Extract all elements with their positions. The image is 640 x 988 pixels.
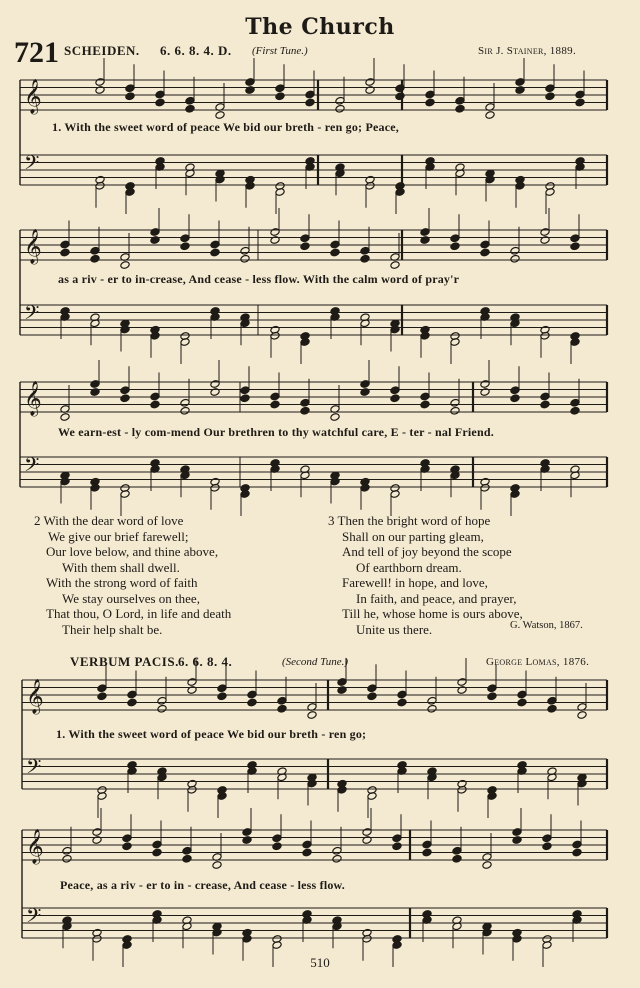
stanza-3-line-5: Farewell! in hope, and love, [342, 575, 488, 590]
treble-clef-icon: 𝄞 [24, 79, 42, 114]
note-head [337, 686, 347, 695]
note-head [155, 98, 165, 107]
note-head [577, 711, 587, 720]
note-head [277, 704, 287, 713]
note-head [360, 388, 370, 397]
note-head [275, 92, 285, 101]
note-head [420, 400, 430, 409]
hymn-number: 721 [14, 36, 59, 69]
stanza-3-number: 3 [328, 513, 335, 528]
note-head [540, 236, 550, 245]
second-tune-lyric-line-1: 1. With the sweet word of peace We bid our breth - ren go; [56, 727, 367, 741]
treble-clef-icon: 𝄞 [24, 229, 42, 264]
note-head [575, 98, 585, 107]
note-head [457, 686, 467, 695]
note-head [487, 692, 497, 701]
note-head [92, 836, 102, 845]
note-head [90, 254, 100, 263]
note-head [515, 86, 525, 95]
note-head [60, 413, 70, 422]
first-tune-name: SCHEIDEN. [64, 43, 140, 58]
second-tune-label: (Second Tune.) [282, 656, 348, 668]
note-head [390, 394, 400, 403]
first-tune-composer: Sir J. Stainer, 1889. [478, 45, 577, 57]
stanza-3 [328, 513, 523, 637]
bass-clef-icon: 𝄢 [24, 301, 40, 329]
note-head [330, 248, 340, 257]
note-head [180, 406, 190, 415]
note-head [127, 698, 137, 707]
note-head [332, 854, 342, 863]
note-head [547, 704, 557, 713]
note-head [517, 698, 527, 707]
note-head [452, 854, 462, 863]
stanza-3-line-2: Shall on our parting gleam, [342, 528, 484, 544]
stanza-2-number: 2 [34, 513, 41, 528]
note-head [572, 848, 582, 857]
note-head [120, 394, 130, 403]
note-head [362, 836, 372, 845]
bass-clef-icon: 𝄢 [24, 151, 40, 179]
stanza-2 [34, 513, 231, 637]
bass-clef-icon: 𝄢 [26, 904, 42, 932]
note-head [360, 254, 370, 263]
note-head [542, 842, 552, 851]
note-head [480, 248, 490, 257]
note-head [125, 92, 135, 101]
note-head [420, 236, 430, 245]
stanza-2-line-8: Their help shalt be. [62, 621, 163, 637]
note-head [365, 86, 375, 95]
note-head [510, 254, 520, 263]
note-head [182, 854, 192, 863]
note-head [95, 86, 105, 95]
note-head [482, 861, 492, 870]
note-head [450, 406, 460, 415]
note-head [187, 686, 197, 695]
note-head [485, 111, 495, 120]
note-head [540, 400, 550, 409]
stanza-2-line-7: That thou, O Lord, in life and death [46, 606, 232, 621]
second-tune-lyric-line-2: Peace, as a riv - er to in - crease, And cease - less flow. [60, 878, 345, 892]
note-head [60, 248, 70, 257]
note-head [217, 692, 227, 701]
note-head [157, 704, 167, 713]
stanza-2-line-1: With the dear word of love [43, 513, 184, 528]
note-head [395, 92, 405, 101]
stanza-3-line-4: Of earthborn dream. [356, 559, 462, 575]
note-head [240, 394, 250, 403]
treble-clef-icon: 𝄞 [26, 829, 44, 864]
second-tune-composer: George Lomas, 1876. [486, 656, 590, 668]
stanza-2-line-5: With the strong word of faith [46, 575, 198, 590]
note-head [152, 848, 162, 857]
note-head [300, 406, 310, 415]
note-head [510, 394, 520, 403]
note-head [335, 104, 345, 113]
note-head [570, 406, 580, 415]
first-tune-meter: 6. 6. 8. 4. D. [160, 43, 232, 58]
note-head [245, 86, 255, 95]
note-head [210, 248, 220, 257]
lyric-line-3: We earn-est - ly com-mend Our brethren to thy watchful care, E - ter - nal Friend. [58, 425, 494, 439]
words-credit: G. Watson, 1867. [510, 620, 583, 631]
stanza-3-line-8: Unite us there. [356, 621, 433, 637]
stanza-3-line-1: Then the bright word of hope [337, 513, 491, 528]
note-head [215, 111, 225, 120]
lyric-line-1: 1. With the sweet word of peace We bid our breth - ren go; Peace, [52, 120, 399, 134]
note-head [367, 692, 377, 701]
page-title: The Church [245, 14, 395, 40]
stanza-3-line-3: And tell of joy beyond the scope [342, 544, 512, 559]
treble-clef-icon: 𝄞 [26, 679, 44, 714]
stanza-2-line-3: Our love below, and thine above, [46, 544, 219, 559]
note-head [240, 254, 250, 263]
note-head [270, 236, 280, 245]
note-head [150, 400, 160, 409]
note-head [512, 836, 522, 845]
note-head [392, 842, 402, 851]
note-head [425, 98, 435, 107]
note-head [150, 236, 160, 245]
stanza-2-line-6: We stay ourselves on thee, [62, 590, 200, 606]
note-head [545, 92, 555, 101]
note-head [330, 413, 340, 422]
stanza-3-line-7: Till he, whose home is ours above, [342, 606, 523, 621]
note-head [427, 704, 437, 713]
stanza-2-line-2: We give our brief farewell; [48, 528, 189, 544]
bass-clef-icon: 𝄢 [26, 755, 42, 783]
note-head [270, 400, 280, 409]
treble-clef-icon: 𝄞 [24, 381, 42, 416]
page-number: 510 [310, 955, 330, 970]
stanza-3-line-6: In faith, and peace, and prayer, [356, 590, 517, 606]
stanza-2-line-4: With them shall dwell. [62, 559, 180, 575]
note-head [397, 698, 407, 707]
note-head [120, 261, 130, 270]
note-head [450, 242, 460, 251]
note-head [302, 848, 312, 857]
note-head [247, 698, 257, 707]
note-head [307, 711, 317, 720]
note-head [210, 388, 220, 397]
note-head [62, 854, 72, 863]
note-head [272, 842, 282, 851]
note-head [305, 98, 315, 107]
note-head [300, 242, 310, 251]
note-head [212, 861, 222, 870]
note-head [242, 836, 252, 845]
note-head [122, 842, 132, 851]
note-head [422, 848, 432, 857]
note-head [455, 104, 465, 113]
second-tune-name: VERBUM PACIS. [70, 654, 179, 669]
note-head [480, 388, 490, 397]
note-head [570, 242, 580, 251]
bass-clef-icon: 𝄢 [24, 453, 40, 481]
note-head [185, 104, 195, 113]
note-head [90, 388, 100, 397]
note-head [180, 242, 190, 251]
note-head [97, 692, 107, 701]
second-tune-meter: 6. 6. 8. 4. [178, 654, 233, 669]
lyric-line-2: as a riv - er to in-crease, And cease - less flow. With the calm word of pray'r [58, 272, 460, 286]
first-tune-label: (First Tune.) [252, 45, 308, 57]
note-head [390, 261, 400, 270]
